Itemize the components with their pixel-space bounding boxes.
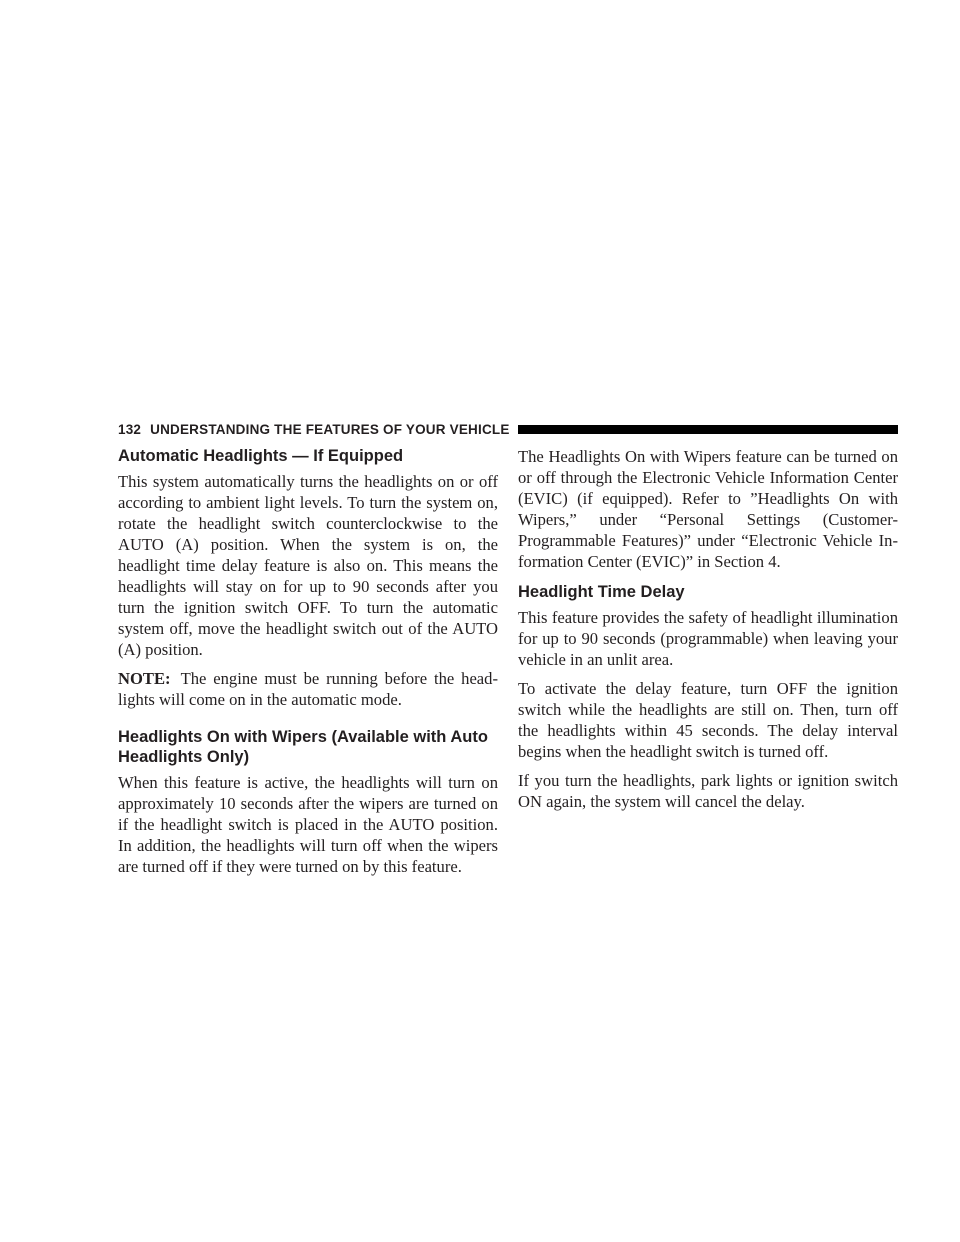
page-number: 132 [118, 421, 142, 437]
paragraph-time-delay-cancel: If you turn the headlights, park lights or ignition switch ON again, the system will cancel the delay. [518, 771, 898, 811]
note-paragraph [118, 668, 498, 710]
heading-headlight-time-delay: Headlight Time Delay [518, 583, 685, 601]
paragraph-time-delay-intro: This feature provides the safety of headlight illumination for up to 90 seconds (programmable) when leaving your vehicle in an unlit area. [518, 608, 898, 669]
note-text: The engine must be running before the head-lights will come on in the automatic mode. [118, 669, 498, 709]
header-rule [518, 425, 898, 434]
paragraph-wipers-evic: The Headlights On with Wipers feature can be turned on or off through the Electronic Vehicle Information Center (EVIC) (if equipped). Refer to ”Headlights On with Wipers,” under “Personal Settings (Customer-Programmable Features)” under “Electronic Vehicle In-formation Center (EVIC)” in Section 4. [518, 447, 898, 571]
right-column [518, 446, 898, 820]
note-label: NOTE: [118, 669, 171, 688]
section-title: UNDERSTANDING THE FEATURES OF YOUR VEHICLE [150, 421, 510, 437]
paragraph-time-delay-activate: To activate the delay feature, turn OFF the ignition switch while the headlights are still on. Then, turn off the headlights within 45 seconds. The delay interval begins when the headlight switch is turned off. [518, 679, 898, 761]
paragraph-automatic-headlights: This system automatically turns the headlights on or off according to ambient light levels. To turn the system on, rotate the headlight switch counterclockwise to the AUTO (A) position. When the system is on, the headlight time delay feature is also on. This means the headlights will stay on for up to 90 seconds after you turn the ignition switch OFF. To turn the automatic system off, move the headlight switch out of the AUTO (A) position. [118, 472, 498, 659]
left-column [118, 446, 498, 885]
heading-headlights-on-with-wipers: Headlights On with Wipers (Available with Auto Headlights Only) [118, 728, 488, 766]
page-header [118, 419, 898, 439]
heading-automatic-headlights: Automatic Headlights — If Equipped [118, 447, 404, 465]
paragraph-headlights-on-with-wipers: When this feature is active, the headlights will turn on approximately 10 seconds after the wipers are turned on if the headlight switch is placed in the AUTO position. In addition, the headlights will turn off when the wipers are turned off if they were turned on by this feature. [118, 773, 498, 876]
